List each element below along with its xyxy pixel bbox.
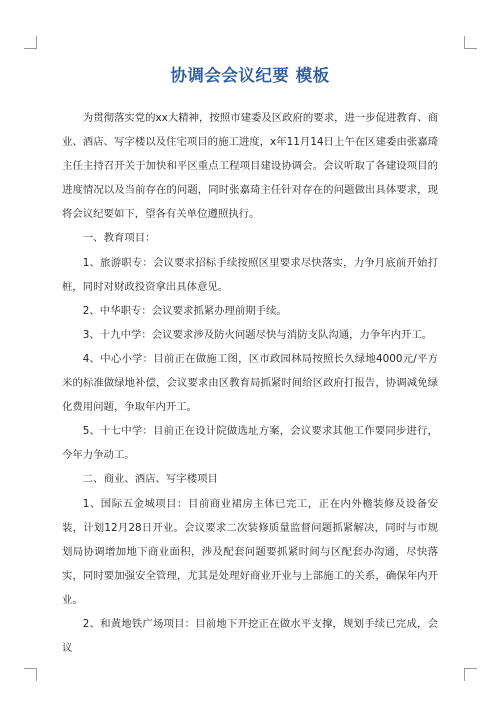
list-item: 1、旅游职专：会议要求招标手续按照区里要求尽快落实，力争月底前开始打桩，同时对财政投资拿出具体意见。 (62, 256, 438, 293)
crop-mark-bottom-right (464, 668, 477, 681)
list-item: 4、中心小学：目前正在做施工图，区市政园林局按照长久绿地4000元/平方米的标准做绿地补偿，会议要求由区教育局抓紧时间给区政府打报告，协调减免绿化费用问题，争取年内开工。 (62, 352, 438, 414)
crop-mark-top-right (464, 36, 477, 49)
list-item: 2、中华职专：会议要求抓紧办理前期手续。 (82, 304, 287, 317)
section-heading-commercial: 二、商业、酒店、写字楼项目 (82, 473, 218, 486)
crop-mark-bottom-left (24, 668, 37, 681)
document-body (62, 106, 438, 660)
list-item: 3、十九中学：会议要求涉及防火问题尽快与消防支队沟通，力争年内开工。 (82, 328, 433, 341)
crop-mark-top-left (24, 36, 37, 49)
document-title: 协调会会议纪要 模板 (170, 66, 330, 85)
intro-paragraph: 为贯彻落实党的xx大精神，按照市建委及区政府的要求，进一步促进教育、商业、酒店、写字楼以及住宅项目的施工进度，x年11月14日上午在区建委由张嘉琦主任主持召开关于加快和平区重点工程项目建设协调会。会议听取了各建设项目的进度情况以及当前存在的问题，同时张嘉琦主任针对存在的问题做出具体要求，现将会议纪要如下，望各有关单位遵照执行。 (62, 112, 438, 221)
section-heading-education: 一、教育项目： (82, 232, 156, 245)
list-item: 1、国际五金城项目：目前商业裙房主体已完工，正在内外檐装修及设备安装，计划12月28日开业。会议要求二次装修质量监督问题抓紧解决，同时与市规划局协调增加地下商业面积，涉及配套问题要抓紧时间与区配套办沟通，尽快落实，同时要加强安全管理，尤其是处理好商业开业与上部施工的关系，确保年内开业。 (62, 497, 438, 606)
list-item: 5、十七中学：目前正在设计院做选址方案，会议要求其他工作要同步进行，今年力争动工。 (62, 425, 438, 462)
list-item: 2、和黄地铁广场项目：目前地下开挖正在做水平支撑，规划手续已完成，会议 (62, 617, 438, 655)
